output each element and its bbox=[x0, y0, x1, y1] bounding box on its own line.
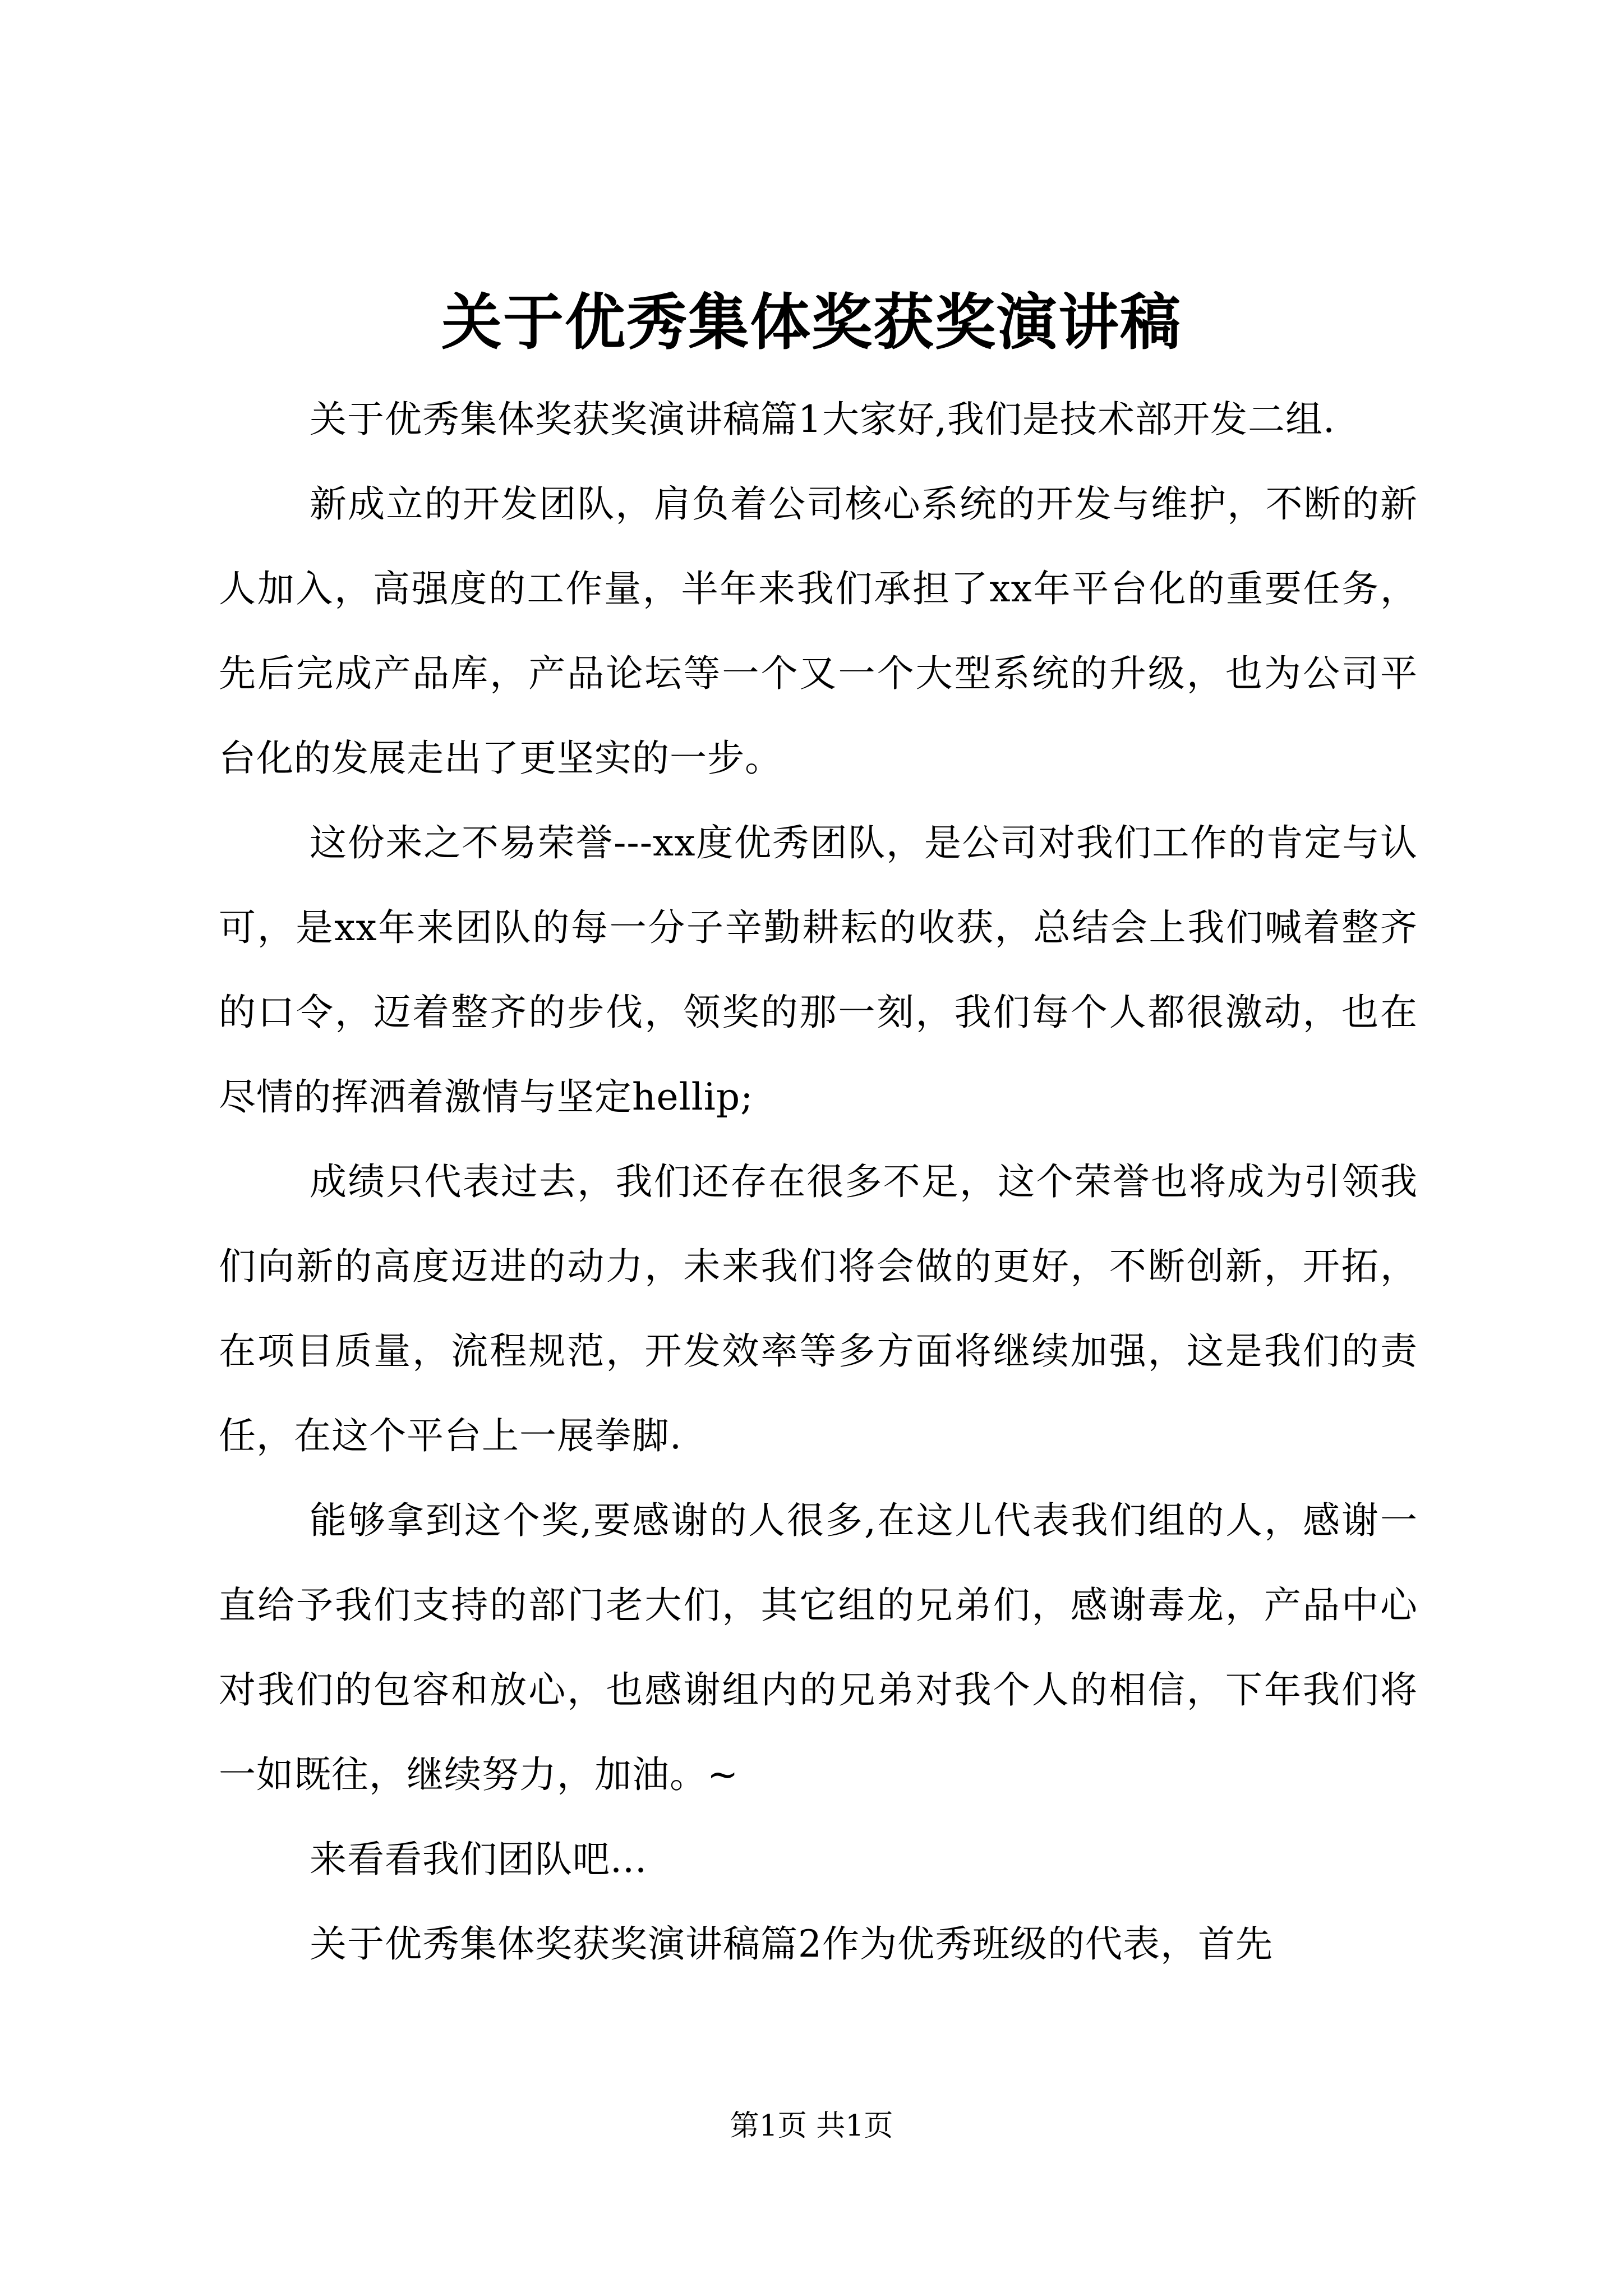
document-body bbox=[219, 377, 1418, 1986]
document-title: 关于优秀集体奖获奖演讲稿 bbox=[441, 287, 1182, 358]
paragraph-2: 新成立的开发团队，肩负着公司核心系统的开发与维护，不断的新人加入，高强度的工作量，半年来我们承担了xx年平台化的重要任务，先后完成产品库，产品论坛等一个又一个大型系统的升级，也为公司平台化的发展走出了更坚实的一步。 bbox=[219, 482, 1418, 780]
paragraph-5: 能够拿到这个奖,要感谢的人很多,在这儿代表我们组的人，感谢一直给予我们支持的部门老大们，其它组的兄弟们，感谢毒龙，产品中心对我们的包容和放心，也感谢组内的兄弟对我个人的相信，下年我们将一如既往，继续努力，加油。~ bbox=[219, 1499, 1418, 1796]
paragraph-4: 成绩只代表过去，我们还存在很多不足，这个荣誉也将成为引领我们向新的高度迈进的动力，未来我们将会做的更好，不断创新，开拓，在项目质量，流程规范，开发效率等多方面将继续加强，这是我们的责任，在这个平台上一展拳脚. bbox=[219, 1160, 1418, 1457]
paragraph-6: 来看看我们团队吧... bbox=[310, 1838, 647, 1881]
paragraph-1: 关于优秀集体奖获奖演讲稿篇1大家好,我们是技术部开发二组. bbox=[310, 398, 1335, 441]
paragraph-7: 关于优秀集体奖获奖演讲稿篇2作为优秀班级的代表，首先 bbox=[310, 1922, 1273, 1966]
page-number-footer: 第1页 共1页 bbox=[730, 2109, 893, 2143]
paragraph-3: 这份来之不易荣誉---xx度优秀团队，是公司对我们工作的肯定与认可，是xx年来团队的每一分子辛勤耕耘的收获，总结会上我们喊着整齐的口令，迈着整齐的步伐，领奖的那一刻，我们每个人都很激动，也在尽情的挥洒着激情与坚定hellip; bbox=[219, 821, 1418, 1119]
